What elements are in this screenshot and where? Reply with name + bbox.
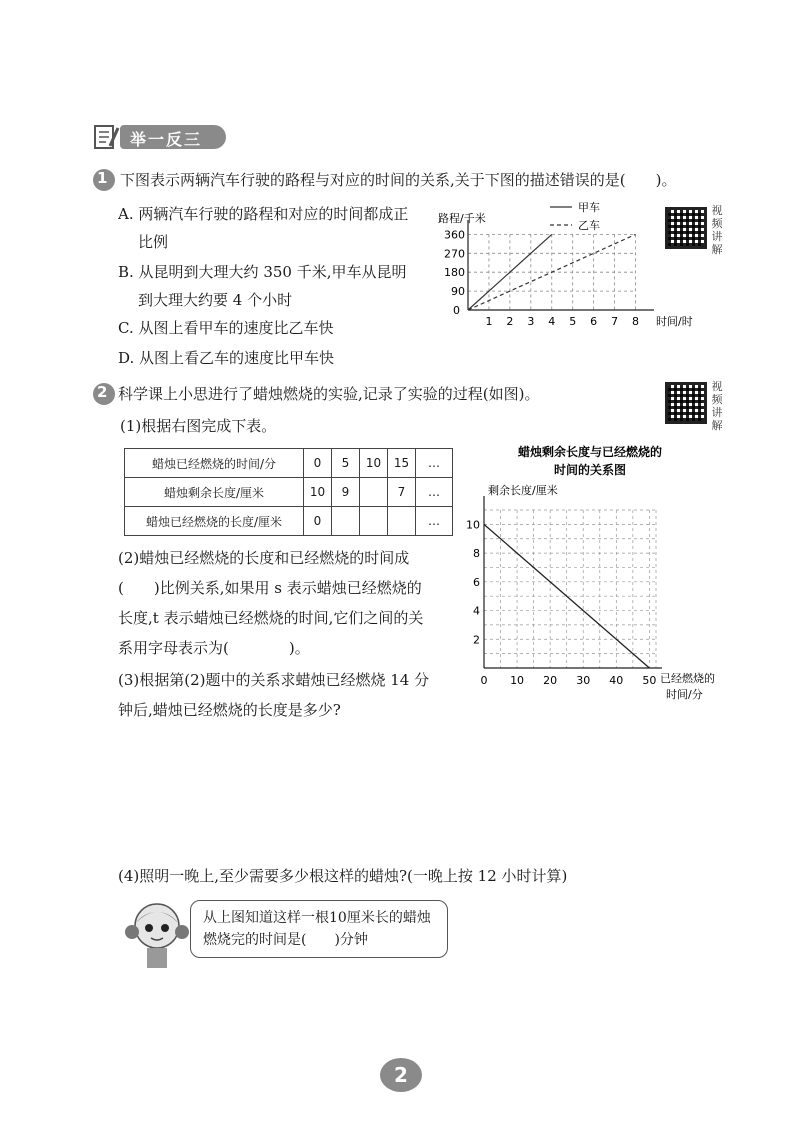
x-tick-label: 40 [609, 674, 624, 687]
y-tick-label: 360 [444, 228, 465, 242]
table-cell: 10 [360, 449, 388, 478]
candle-data-table [124, 448, 453, 536]
q2-part2-line1: (2)蜡烛已经燃烧的长度和已经燃烧的时间成 [118, 549, 410, 567]
x-tick-label: 5 [569, 315, 577, 328]
q2-part2-line2: ( )比例关系,如果用 s 表示蜡烛已经燃烧的 [118, 579, 422, 597]
table-cell: 5 [332, 449, 360, 478]
question-number-badge-2 [92, 382, 116, 406]
y-tick-label: 2 [473, 633, 480, 647]
q1-option-c: C. 从图上看甲车的速度比乙车快 [118, 319, 334, 337]
y-tick-label: 6 [473, 575, 480, 589]
table-cell: 0 [304, 449, 332, 478]
table-cell[interactable] [360, 478, 388, 507]
table-cell: … [416, 507, 453, 536]
video-label-q1: 视 频 讲 解 [711, 204, 723, 256]
table-cell[interactable] [332, 507, 360, 536]
question-number-badge [92, 168, 116, 192]
hint-line1: 从上图知道这样一根10厘米长的蜡烛 [203, 910, 431, 926]
legend-label: 甲车 [578, 201, 600, 214]
table-cell: 15 [388, 449, 416, 478]
y-axis-label: 路程/千米 [438, 212, 486, 225]
chart-title-line2: 时间的关系图 [553, 463, 627, 477]
q1-option-b-line2: 到大理大约要 4 个小时 [138, 291, 293, 309]
y-axis-label: 剩余长度/厘米 [488, 484, 558, 497]
table-cell[interactable] [360, 507, 388, 536]
x-axis-label: 时间/时 [656, 315, 693, 328]
table-row [125, 507, 453, 536]
q1-stem: 下图表示两辆汽车行驶的路程与对应的时间的关系,关于下图的描述错误的是( )。 [120, 171, 677, 189]
x-tick-label: 3 [527, 315, 535, 328]
qr-code-q1[interactable] [665, 207, 707, 249]
origin-label: 0 [453, 304, 460, 317]
girl-character-icon [122, 896, 192, 968]
row-header: 蜡烛已经燃烧的时间/分 [125, 449, 304, 478]
y-tick-label: 270 [444, 247, 465, 261]
x-tick-label: 8 [632, 315, 640, 328]
x-tick-label: 30 [576, 674, 591, 687]
q1-option-d: D. 从图上看乙车的速度比甲车快 [118, 349, 335, 367]
q2-part4: (4)照明一晚上,至少需要多少根这样的蜡烛?(一晚上按 12 小时计算) [118, 867, 568, 885]
x-axis-label-line2: 时间/分 [666, 688, 703, 701]
table-cell: 0 [304, 507, 332, 536]
candle-length-chart [462, 440, 742, 708]
x-tick-label: 10 [510, 674, 525, 687]
hint-speech-bubble [190, 900, 448, 958]
q2-part2-line4: 系用字母表示为( )。 [118, 639, 310, 657]
qr-code-q2[interactable] [665, 382, 707, 424]
y-tick-label: 10 [466, 518, 480, 532]
x-tick-label: 4 [548, 315, 556, 328]
q2-part3-line2: 钟后,蜡烛已经燃烧的长度是多少? [118, 701, 341, 719]
x-tick-label: 50 [642, 674, 657, 687]
x-tick-label: 20 [543, 674, 558, 687]
table-cell: … [416, 449, 453, 478]
q2-part2-line3: 长度,t 表示蜡烛已经燃烧的时间,它们之间的关 [118, 609, 424, 627]
x-tick-label: 7 [611, 315, 619, 328]
table-cell: 10 [304, 478, 332, 507]
chart-title-line1: 蜡烛剩余长度与已经燃烧的 [517, 445, 663, 459]
q2-stem: 科学课上小思进行了蜡烛燃烧的实验,记录了实验的过程(如图)。 [118, 385, 540, 403]
q1-option-a-line1: A. 两辆汽车行驶的路程和对应的时间都成正 [118, 205, 409, 223]
legend-label: 乙车 [578, 219, 600, 232]
q1-option-b-line1: B. 从昆明到大理大约 350 千米,甲车从昆明 [118, 263, 407, 281]
row-header: 蜡烛已经燃烧的长度/厘米 [125, 507, 304, 536]
table-cell: … [416, 478, 453, 507]
y-tick-label: 180 [444, 266, 465, 280]
table-row [125, 449, 453, 478]
page-number: 2 [380, 1058, 422, 1092]
section-header [92, 122, 228, 152]
origin-label: 0 [480, 674, 488, 687]
q2-part3-line1: (3)根据第(2)题中的关系求蜡烛已经燃烧 14 分 [118, 671, 430, 689]
y-tick-label: 8 [473, 547, 480, 561]
table-cell: 7 [388, 478, 416, 507]
section-title: 举一反三 [130, 130, 203, 149]
x-tick-label: 1 [485, 315, 493, 328]
y-tick-label: 4 [473, 604, 480, 618]
table-row [125, 478, 453, 507]
notebook-pencil-icon [92, 122, 122, 152]
hint-line2: 燃烧完的时间是( )分钟 [203, 932, 368, 948]
x-tick-label: 2 [506, 315, 514, 328]
table-cell: 9 [332, 478, 360, 507]
y-tick-label: 90 [451, 285, 465, 299]
q2-part1: (1)根据右图完成下表。 [120, 417, 277, 435]
row-header: 蜡烛剩余长度/厘米 [125, 478, 304, 507]
question-number: 1 [97, 169, 108, 187]
q1-option-a-line2: 比例 [138, 233, 169, 251]
table-cell[interactable] [388, 507, 416, 536]
x-axis-label-line1: 已经燃烧的 [660, 672, 715, 685]
video-label-q2: 视 频 讲 解 [711, 380, 723, 432]
distance-time-chart [420, 198, 693, 334]
question-number: 2 [97, 383, 108, 401]
x-tick-label: 6 [590, 315, 598, 328]
